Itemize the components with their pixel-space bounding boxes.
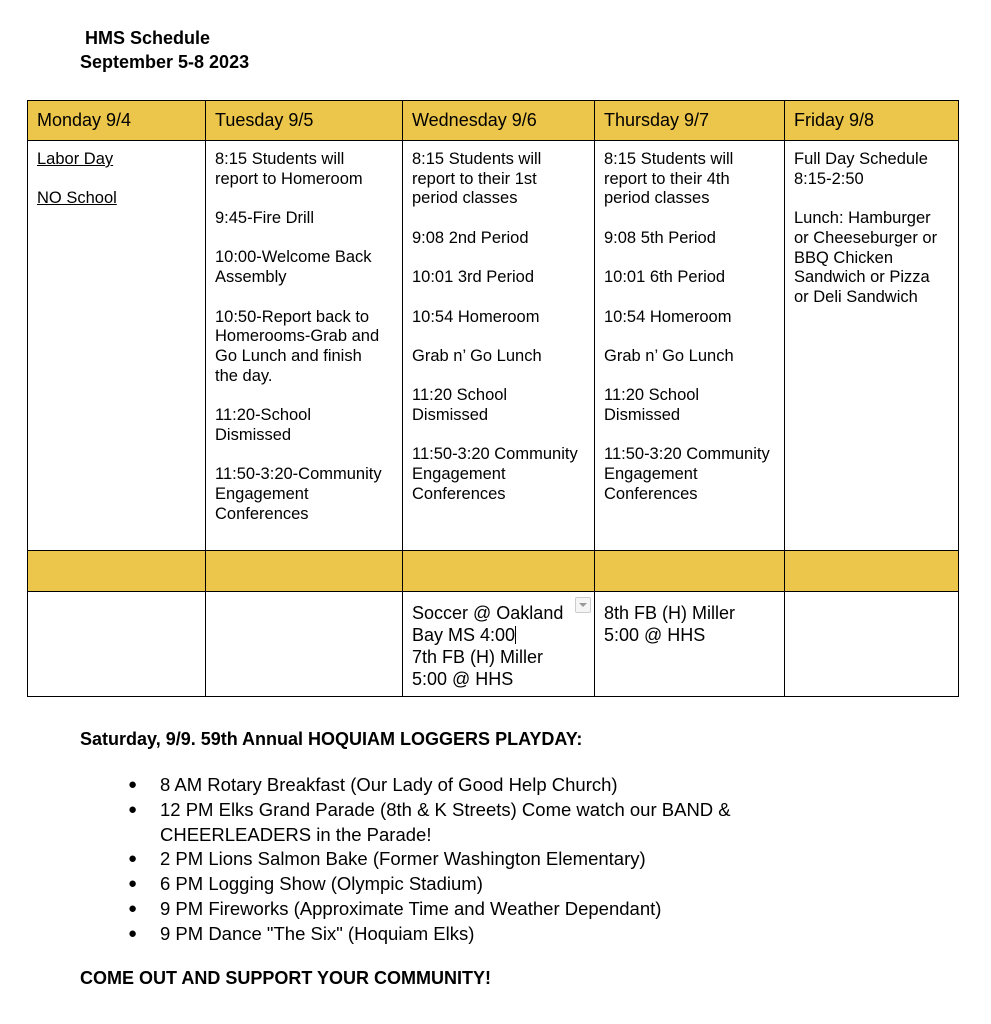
schedule-line: Grab n’ Go Lunch [412,346,542,365]
schedule-line: 11:20 School [412,386,508,405]
schedule-line: Sandwich or Pizza [794,268,930,287]
line-gap [37,170,196,190]
schedule-line: period classes [604,189,710,208]
playday-item: ● 8 AM Rotary Breakfast (Our Lady of Good Help Church) [80,773,840,798]
schedule-line: Conferences [412,484,506,503]
schedule-line: 8:15-2:50 [794,169,864,188]
schedule-line: report to their 1st [412,169,537,188]
line-gap [215,229,393,249]
event-line: 5:00 @ HHS [412,669,514,689]
wednesday-events[interactable] [403,592,595,697]
monday-events[interactable] [28,592,206,697]
playday-item: ● 9 PM Dance "The Six" (Hoquiam Elks) [80,922,840,947]
line-gap [215,288,393,308]
schedule-line: Full Day Schedule [794,150,928,168]
schedule-line: report to Homeroom [215,169,363,188]
separator-row [28,551,959,592]
line-gap [604,367,775,387]
event-line: 7th FB (H) Miller [412,647,544,667]
line-gap [604,288,775,308]
schedule-line: NO School [37,189,117,208]
schedule-line: 11:20 School [604,386,700,405]
schedule-line: 10:01 6th Period [604,268,726,287]
schedule-line: Go Lunch and finish [215,346,362,365]
schedule-line: 10:54 Homeroom [412,307,540,326]
schedule-line: or Cheeseburger or [794,228,938,247]
events-row [28,592,959,697]
tuesday-events[interactable] [206,592,403,697]
schedule-line: 9:08 2nd Period [412,228,529,247]
schedule-line: Assembly [215,268,287,287]
day-header-monday: Monday 9/4 [28,101,206,141]
saturday-heading: Saturday, 9/9. 59th Annual HOQUIAM LOGGERS PLAYDAY: [80,729,583,749]
tuesday-schedule[interactable] [206,141,403,551]
line-gap [412,327,585,347]
schedule-line: or Deli Sandwich [794,287,918,306]
schedule-line: report to their 4th [604,169,730,188]
separator-cell[interactable] [403,551,595,592]
playday-item: ● 12 PM Elks Grand Parade (8th & K Streets) Come watch our BAND & CHEERLEADERS in the Parade! [80,798,840,848]
day-header-tuesday: Tuesday 9/5 [206,101,403,141]
friday-events[interactable] [785,592,959,697]
schedule-line: Lunch: Hamburger [794,209,931,228]
dropdown-arrow-icon[interactable] [575,597,591,613]
schedule-line: 8:15 Students will [215,150,345,168]
schedule-line: the day. [215,366,273,385]
day-header-friday: Friday 9/8 [785,101,959,141]
schedule-table [27,100,959,697]
line-gap [412,249,585,269]
schedule-line: Conferences [215,504,309,523]
schedule-line: 11:20-School [215,406,312,425]
schedule-line: BBQ Chicken [794,248,894,267]
doc-subtitle: September 5-8 2023 [80,52,250,72]
line-gap [604,209,775,229]
doc-title: HMS Schedule [85,28,211,48]
playday-list [80,773,840,947]
line-gap [412,426,585,446]
line-gap [412,367,585,387]
line-gap [794,189,949,209]
playday-item: ● 6 PM Logging Show (Olympic Stadium) [80,872,840,897]
schedule-line: Dismissed [215,425,292,444]
playday-item: ● 9 PM Fireworks (Approximate Time and Weather Dependant) [80,897,840,922]
line-gap [604,249,775,269]
separator-cell[interactable] [785,551,959,592]
line-gap [215,445,393,465]
separator-cell[interactable] [595,551,785,592]
schedule-line: Labor Day [37,150,114,168]
schedule-line: 8:15 Students will [604,150,734,168]
schedule-line: 10:50-Report back to [215,307,370,326]
line-gap [412,288,585,308]
schedule-line: 9:45-Fire Drill [215,209,315,228]
line-gap [604,327,775,347]
event-line: Bay MS 4:00 [412,625,516,645]
schedule-line: 11:50-3:20 Community [604,445,770,464]
playday-item: ● 2 PM Lions Salmon Bake (Former Washington Elementary) [80,847,840,872]
thursday-events[interactable] [595,592,785,697]
schedule-line: 11:50-3:20 Community [412,445,578,464]
schedule-line: 8:15 Students will [412,150,542,168]
line-gap [215,189,393,209]
separator-cell[interactable] [28,551,206,592]
schedule-line: 9:08 5th Period [604,228,716,247]
event-line: Soccer @ Oakland [412,603,564,623]
schedule-line: Conferences [604,484,698,503]
schedule-line: Engagement [604,465,698,484]
schedule-line: Grab n’ Go Lunch [604,346,734,365]
schedule-line: Dismissed [604,406,681,425]
line-gap [215,386,393,406]
thursday-schedule[interactable] [595,141,785,551]
event-line: 8th FB (H) Miller [604,603,736,623]
schedule-line: Dismissed [412,406,489,425]
schedule-line: Engagement [412,465,506,484]
event-line: 5:00 @ HHS [604,625,706,645]
day-header-wednesday: Wednesday 9/6 [403,101,595,141]
schedule-line: 11:50-3:20-Community [215,465,382,484]
friday-schedule[interactable] [785,141,959,551]
schedule-line: period classes [412,189,518,208]
line-gap [604,426,775,446]
text-cursor [515,626,516,644]
wednesday-schedule[interactable] [403,141,595,551]
day-header-thursday: Thursday 9/7 [595,101,785,141]
header-row [28,101,959,141]
schedule-line: 10:01 3rd Period [412,268,535,287]
schedule-line: Homerooms-Grab and [215,327,380,346]
line-gap [412,209,585,229]
schedule-row [28,141,959,551]
schedule-line: 10:00-Welcome Back [215,248,372,267]
footer-callout: COME OUT AND SUPPORT YOUR COMMUNITY! [80,968,492,988]
monday-schedule[interactable] [28,141,206,551]
schedule-line: 10:54 Homeroom [604,307,732,326]
separator-cell[interactable] [206,551,403,592]
schedule-line: Engagement [215,484,309,503]
